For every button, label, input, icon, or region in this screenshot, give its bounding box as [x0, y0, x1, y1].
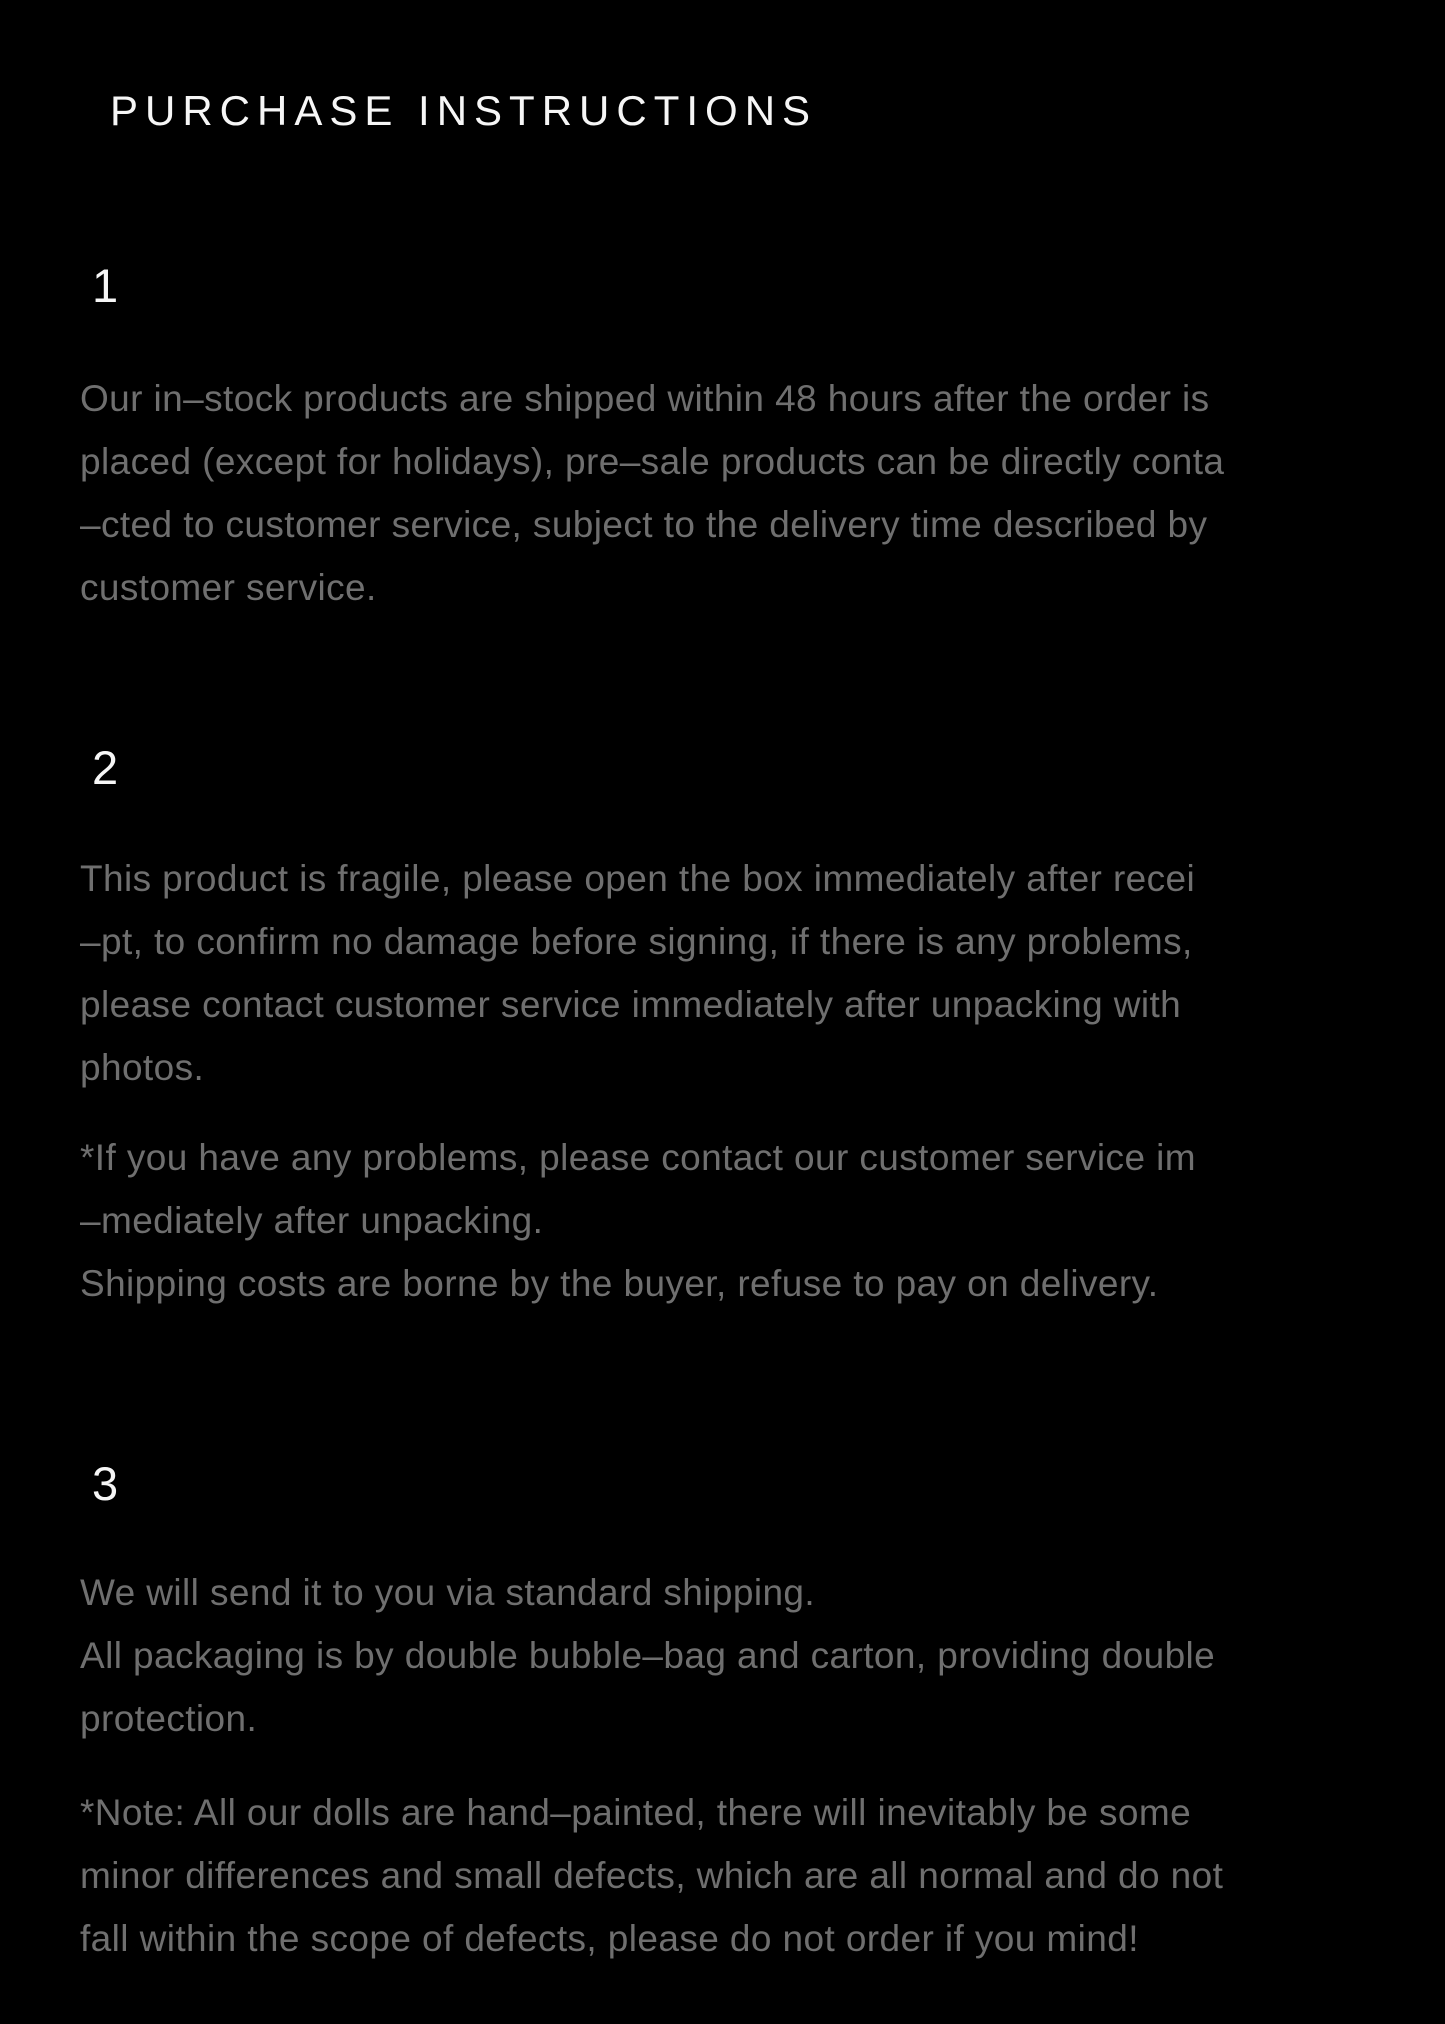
- section-2-paragraph-1: [80, 847, 1195, 1099]
- paragraph-line: This product is fragile, please open the box immediately after recei: [80, 858, 1196, 899]
- paragraph-line: fall within the scope of defects, please do not order if you mind!: [80, 1918, 1139, 1959]
- section-3-number: 3: [92, 1457, 119, 1510]
- section-2-paragraph-2: [80, 1126, 1196, 1315]
- paragraph-line: –mediately after unpacking.: [80, 1200, 544, 1241]
- paragraph-line: –cted to customer service, subject to the delivery time described by: [80, 504, 1208, 545]
- section-1-number: 1: [92, 259, 119, 312]
- paragraph-line: Our in–stock products are shipped within 48 hours after the order is: [80, 378, 1210, 419]
- paragraph-line: *Note: All our dolls are hand–painted, there will inevitably be some: [80, 1792, 1192, 1833]
- section-3-paragraph-2: [80, 1781, 1223, 1970]
- section-2-number: 2: [92, 741, 119, 794]
- paragraph-line: placed (except for holidays), pre–sale products can be directly conta: [80, 441, 1225, 482]
- paragraph-line: customer service.: [80, 567, 377, 608]
- paragraph-line: All packaging is by double bubble–bag and carton, providing double: [80, 1635, 1216, 1676]
- paragraph-line: protection.: [80, 1698, 258, 1739]
- paragraph-line: We will send it to you via standard shipping.: [80, 1572, 816, 1613]
- paragraph-line: minor differences and small defects, which are all normal and do not: [80, 1855, 1224, 1896]
- section-1-paragraph-1: [80, 367, 1224, 619]
- paragraph-line: Shipping costs are borne by the buyer, refuse to pay on delivery.: [80, 1263, 1159, 1304]
- section-3-paragraph-1: [80, 1561, 1215, 1750]
- page-title: PURCHASE INSTRUCTIONS: [110, 87, 818, 134]
- paragraph-line: *If you have any problems, please contact our customer service im: [80, 1137, 1196, 1178]
- paragraph-line: please contact customer service immediately after unpacking with: [80, 984, 1182, 1025]
- paragraph-line: –pt, to confirm no damage before signing, if there is any problems,: [80, 921, 1193, 962]
- paragraph-line: photos.: [80, 1047, 205, 1088]
